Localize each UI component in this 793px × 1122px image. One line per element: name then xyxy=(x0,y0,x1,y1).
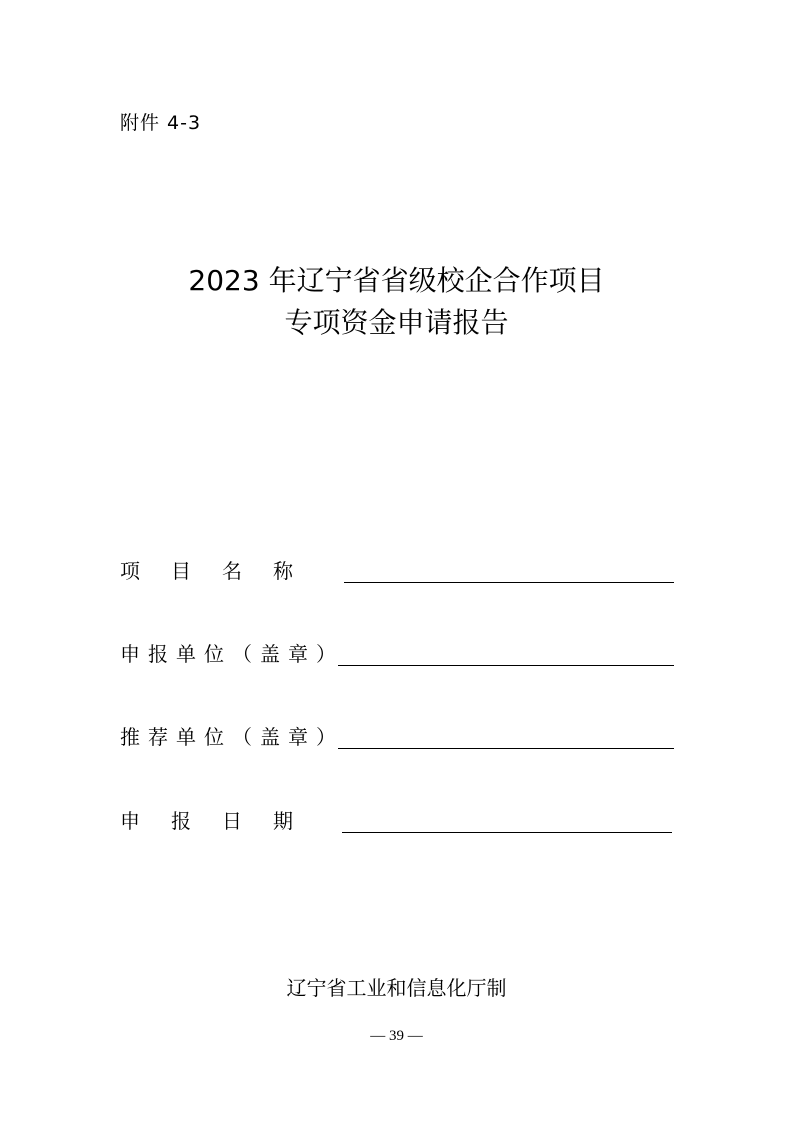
project-name-field xyxy=(120,556,675,586)
page-number: — 39 — xyxy=(370,1028,423,1044)
recommending-unit-input-line[interactable] xyxy=(338,748,674,749)
recommending-unit-field xyxy=(120,722,675,752)
project-name-input-line[interactable] xyxy=(344,582,674,583)
project-name-label: 项目名称 xyxy=(120,559,324,583)
issuing-authority: 辽宁省工业和信息化厅制 xyxy=(286,976,507,1000)
applicant-unit-label: 申报单位（盖章） xyxy=(120,642,344,666)
applicant-unit-input-line[interactable] xyxy=(338,665,674,666)
report-title-line-2: 专项资金申请报告 xyxy=(284,306,509,339)
recommending-unit-label: 推荐单位（盖章） xyxy=(120,725,344,749)
application-date-label: 申报日期 xyxy=(120,809,324,833)
applicant-unit-field xyxy=(120,639,675,669)
report-title-line-1: 2023 年辽宁省省级校企合作项目 xyxy=(188,264,605,297)
application-date-field xyxy=(120,806,675,836)
attachment-label: 附件 4-3 xyxy=(120,112,202,134)
application-date-input-line[interactable] xyxy=(342,832,672,833)
